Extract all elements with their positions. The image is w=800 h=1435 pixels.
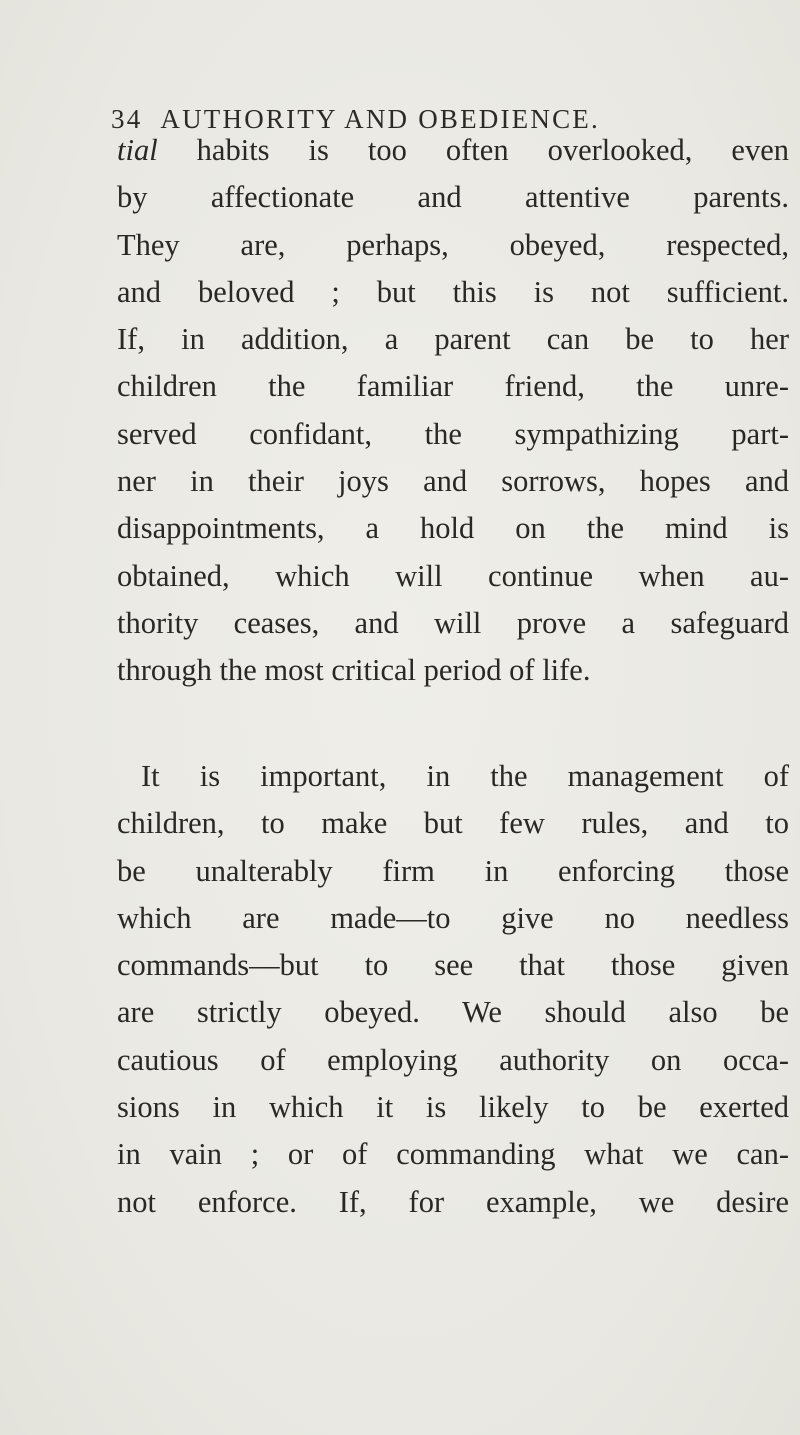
text-line: tial habits is too often overlooked, even: [117, 133, 789, 167]
text-line: It is important, in the management of: [141, 759, 789, 793]
text-line: thority ceases, and will prove a safeguard: [117, 605, 789, 640]
text-line: children the familiar friend, the unre-: [117, 369, 789, 404]
text-line: by affectionate and attentive parents.: [117, 180, 789, 215]
text-line: obtained, which will continue when au-: [117, 558, 789, 593]
text-line: be unalterably firm in enforcing those: [117, 853, 789, 888]
text-line: If, in addition, a parent can be to her: [117, 322, 789, 357]
text-line: commands—but to see that those given: [117, 948, 789, 983]
text-line: ner in their joys and sorrows, hopes and: [117, 464, 789, 499]
text-line: which are made—to give no needless: [117, 900, 789, 935]
paragraph-1: [117, 127, 789, 695]
text-line: are strictly obeyed. We should also be: [117, 995, 789, 1030]
text-line: They are, perhaps, obeyed, respected,: [117, 227, 789, 262]
italic-word: tial: [117, 133, 158, 167]
text-line: not enforce. If, for example, we desire: [117, 1184, 789, 1219]
text-line: served confidant, the sympathizing part-: [117, 416, 789, 451]
paragraph-2: [117, 753, 789, 1226]
text-line: through the most critical period of life.: [117, 653, 591, 688]
text-line: disappointments, a hold on the mind is: [117, 511, 789, 546]
text-line: and beloved ; but this is not sufficient.: [117, 274, 789, 309]
text-line: children, to make but few rules, and to: [117, 806, 789, 841]
page-number: 34: [111, 104, 143, 134]
text-line: sions in which it is likely to be exerted: [117, 1090, 789, 1125]
text-line: in vain ; or of commanding what we can-: [117, 1137, 789, 1172]
running-title: AUTHORITY AND OBEDIENCE.: [160, 104, 600, 134]
text-line: cautious of employing authority on occa-: [117, 1042, 789, 1077]
